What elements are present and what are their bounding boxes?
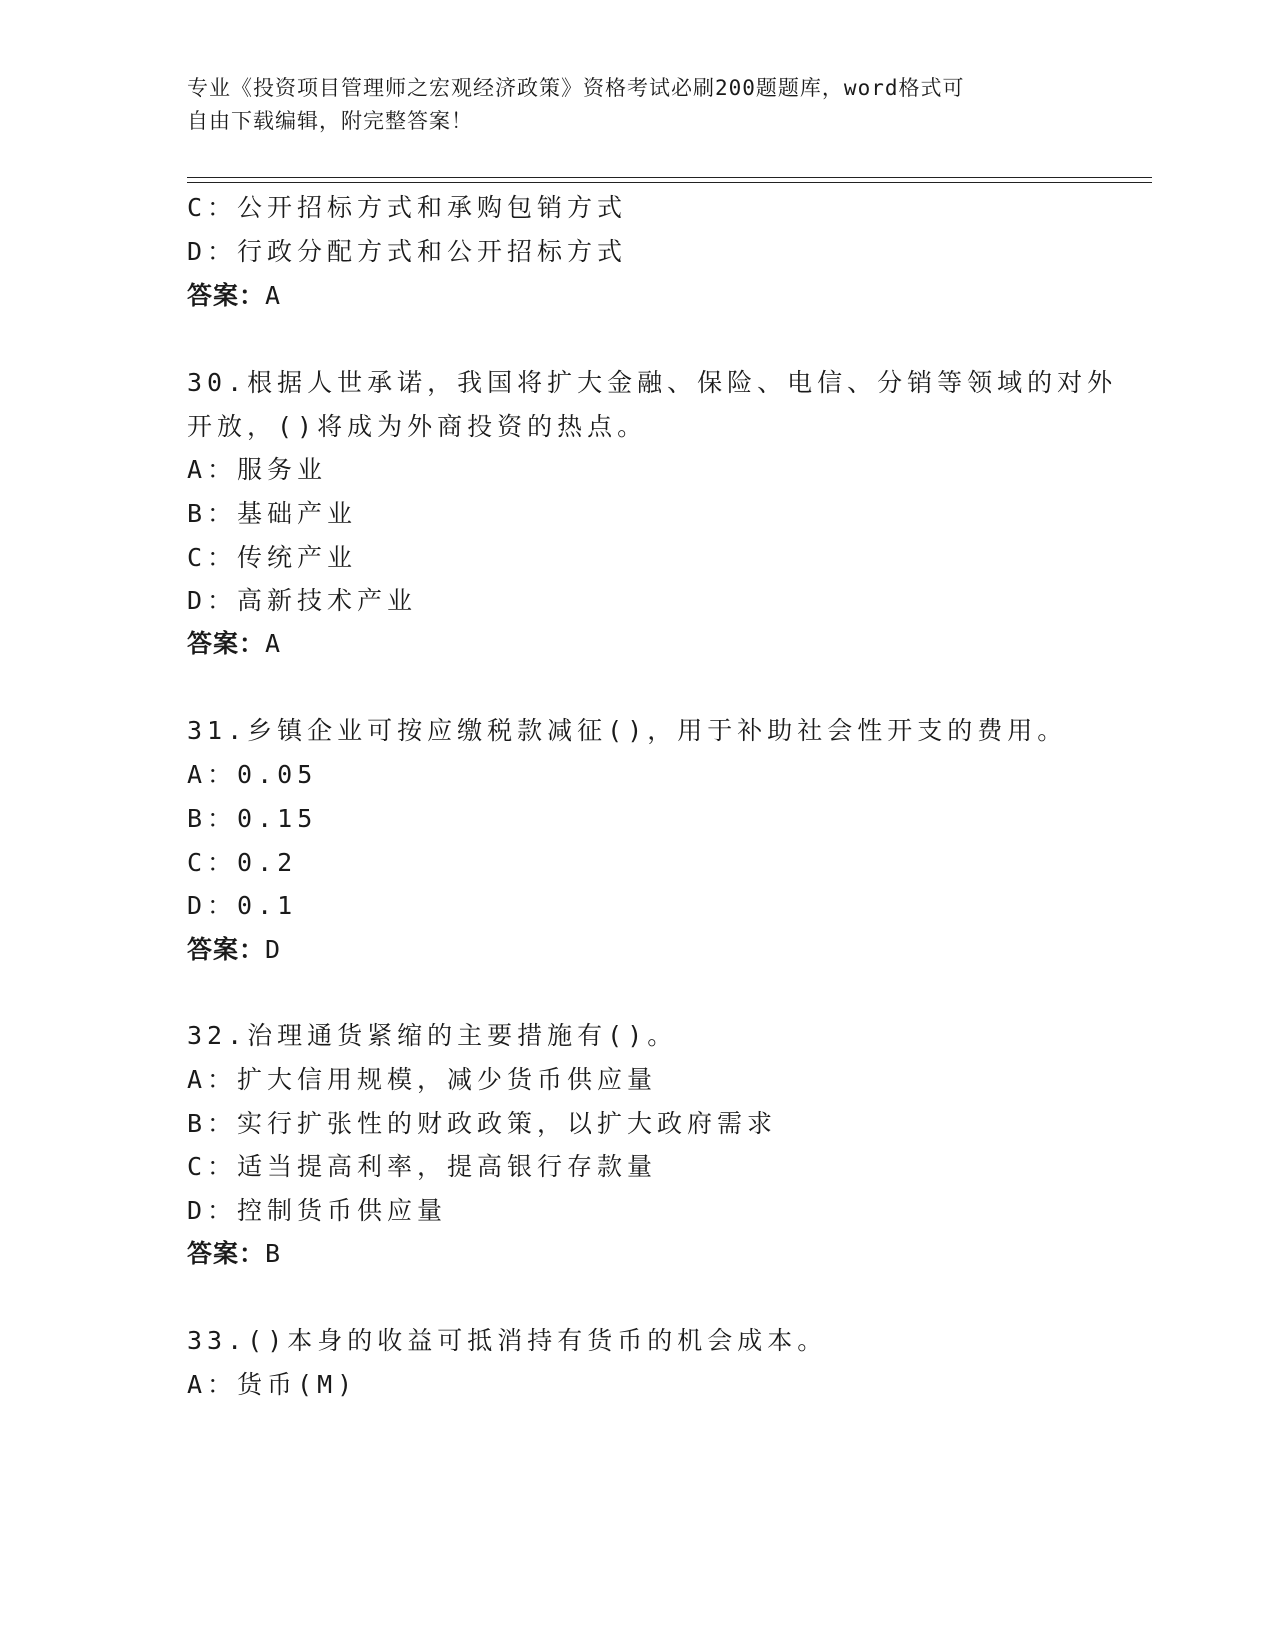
q33-option-a: A：货币(M) <box>187 1370 358 1399</box>
q33-stem: 33.()本身的收益可抵消持有货币的机会成本。 <box>187 1326 828 1355</box>
header-divider-top <box>187 177 1152 178</box>
answer-label: 答案： <box>187 935 266 964</box>
q30-option-d: D：高新技术产业 <box>187 586 418 615</box>
header-line-1: 专业《投资项目管理师之宏观经济政策》资格考试必刷200题题库，word格式可 <box>187 76 965 100</box>
answer-label: 答案： <box>187 629 266 658</box>
q29-option-c: C：公开招标方式和承购包销方式 <box>187 193 628 222</box>
q29-answer <box>187 281 282 311</box>
q31-option-c: C：0.2 <box>187 848 298 877</box>
q32-option-b: B：实行扩张性的财政政策，以扩大政府需求 <box>187 1109 778 1138</box>
answer-value: B <box>265 1239 283 1268</box>
q31-stem: 31.乡镇企业可按应缴税款减征()，用于补助社会性开支的费用。 <box>187 716 1068 745</box>
q32-stem: 32.治理通货紧缩的主要措施有()。 <box>187 1021 678 1050</box>
q32-option-a: A：扩大信用规模，减少货币供应量 <box>187 1065 658 1094</box>
q30-option-b: B：基础产业 <box>187 499 358 528</box>
q30-option-c: C：传统产业 <box>187 543 358 572</box>
q30-stem-line-1: 30.根据人世承诺，我国将扩大金融、保险、电信、分销等领域的对外 <box>187 368 1118 397</box>
answer-label: 答案： <box>187 1239 266 1268</box>
q31-option-d: D：0.1 <box>187 891 298 920</box>
q32-option-d: D：控制货币供应量 <box>187 1196 448 1225</box>
answer-value: A <box>265 281 283 310</box>
header-line-2: 自由下载编辑，附完整答案！ <box>187 109 473 133</box>
q30-stem-line-2: 开放，()将成为外商投资的热点。 <box>187 412 648 441</box>
q31-option-a: A：0.05 <box>187 760 318 789</box>
answer-label: 答案： <box>187 281 266 310</box>
q31-answer <box>187 935 282 965</box>
document-header <box>187 72 1087 138</box>
q30-answer <box>187 629 282 659</box>
answer-value: A <box>265 629 283 658</box>
q30-option-a: A：服务业 <box>187 455 328 484</box>
q31-option-b: B：0.15 <box>187 804 318 833</box>
answer-value: D <box>265 935 283 964</box>
q32-option-c: C：适当提高利率，提高银行存款量 <box>187 1152 658 1181</box>
q29-option-d: D：行政分配方式和公开招标方式 <box>187 237 628 266</box>
q32-answer <box>187 1239 282 1269</box>
header-divider-bottom <box>187 182 1152 183</box>
